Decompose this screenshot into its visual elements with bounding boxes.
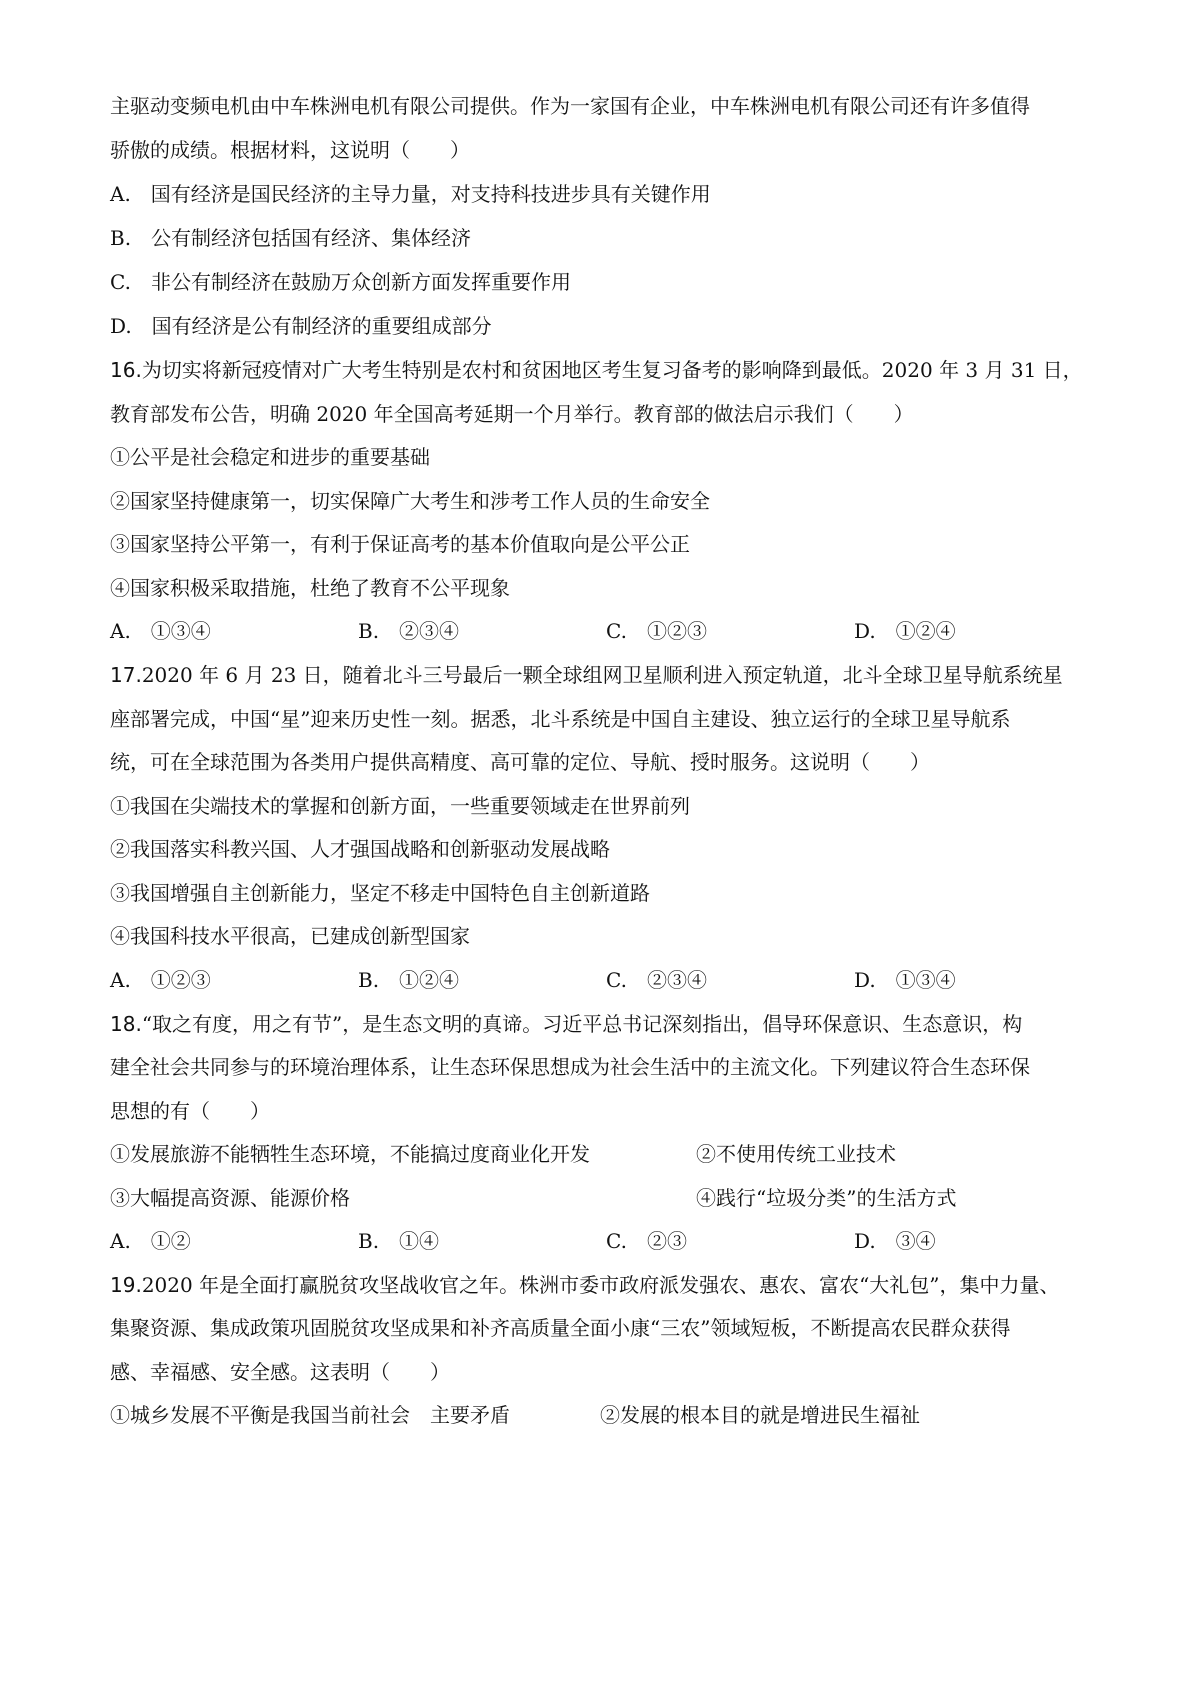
q19-item-1: ①城乡发展不平衡是我国当前社会 主要矛盾 — [110, 1403, 510, 1427]
q17-item-1: ①我国在尖端技术的掌握和创新方面，一些重要领域走在世界前列 — [110, 794, 690, 818]
q19-number: 19. — [110, 1273, 142, 1297]
q18-choice-d: D. ③④ — [854, 1229, 936, 1253]
q16-line2: 教育部发布公告，明确 2020 年全国高考延期一个月举行。教育部的做法启示我们（ ） — [110, 402, 914, 426]
q18-choices — [110, 1227, 1110, 1255]
q18-choice-c: C. ②③ — [606, 1229, 687, 1253]
q15-option-d: D. 国有经济是公有制经济的重要组成部分 — [110, 314, 492, 338]
q16-number: 16. — [110, 358, 142, 382]
q18-choice-a: A. ①② — [110, 1229, 191, 1253]
q16-choice-d: D. ①②④ — [854, 619, 956, 643]
q17-item-2: ②我国落实科教兴国、人才强国战略和创新驱动发展战略 — [110, 837, 610, 861]
q17-item-4: ④我国科技水平很高，已建成创新型国家 — [110, 924, 470, 948]
q16-choice-a: A. ①③④ — [110, 619, 211, 643]
q18-line2: 建全社会共同参与的环境治理体系，让生态环保思想成为社会生活中的主流文化。下列建议符合生态环保 — [110, 1055, 1030, 1079]
q15-option-b: B. 公有制经济包括国有经济、集体经济 — [110, 226, 472, 250]
q17-choice-b: B. ①②④ — [358, 968, 460, 992]
q15-line2: 骄傲的成绩。根据材料，这说明（ ） — [110, 138, 470, 162]
q18-item-4: ④践行“垃圾分类”的生活方式 — [696, 1186, 957, 1210]
q16-item-4: ④国家积极采取措施，杜绝了教育不公平现象 — [110, 576, 510, 600]
q17-choice-c: C. ②③④ — [606, 968, 707, 992]
q18-items-row1 — [110, 1140, 1110, 1168]
q18-items-row2 — [110, 1184, 1110, 1212]
q16-choice-b: B. ②③④ — [358, 619, 460, 643]
q16-line1: 16.为切实将新冠疫情对广大考生特别是农村和贫困地区考生复习备考的影响降到最低。2020 年 3 月 31 日， — [110, 358, 1083, 382]
q16-item-1: ①公平是社会稳定和进步的重要基础 — [110, 445, 430, 469]
q18-item-2: ②不使用传统工业技术 — [696, 1142, 896, 1166]
q17-line3: 统，可在全球范围为各类用户提供高精度、高可靠的定位、导航、授时服务。这说明（ ） — [110, 750, 930, 774]
q15-option-a: A. 国有经济是国民经济的主导力量，对支持科技进步具有关键作用 — [110, 182, 711, 206]
q17-item-3: ③我国增强自主创新能力，坚定不移走中国特色自主创新道路 — [110, 881, 650, 905]
q18-line3: 思想的有（ ） — [110, 1099, 270, 1123]
q16-choice-c: C. ①②③ — [606, 619, 707, 643]
q17-choice-a: A. ①②③ — [110, 968, 211, 992]
q19-items-row1 — [110, 1401, 1110, 1429]
q17-choices — [110, 966, 1110, 994]
q19-line2: 集聚资源、集成政策巩固脱贫攻坚成果和补齐高质量全面小康“三农”领域短板，不断提高农民群众获得 — [110, 1316, 1011, 1340]
q18-number: 18. — [110, 1012, 142, 1036]
q17-line2: 座部署完成，中国“星”迎来历史性一刻。据悉，北斗系统是中国自主建设、独立运行的全球卫星导航系 — [110, 707, 1011, 731]
q19-line1: 19.2020 年是全面打赢脱贫攻坚战收官之年。株洲市委市政府派发强农、惠农、富农“大礼包”，集中力量、 — [110, 1273, 1060, 1297]
q17-number: 17. — [110, 663, 142, 687]
q19-line3: 感、幸福感、安全感。这表明（ ） — [110, 1360, 450, 1384]
q16-item-3: ③国家坚持公平第一，有利于保证高考的基本价值取向是公平公正 — [110, 532, 690, 556]
q18-item-1: ①发展旅游不能牺牲生态环境，不能搞过度商业化开发 — [110, 1142, 590, 1166]
q17-choice-d: D. ①③④ — [854, 968, 956, 992]
q15-option-c: C. 非公有制经济在鼓励万众创新方面发挥重要作用 — [110, 270, 571, 294]
q17-line1: 17.2020 年 6 月 23 日，随着北斗三号最后一颗全球组网卫星顺利进入预定轨道，北斗全球卫星导航系统星 — [110, 663, 1063, 687]
q18-item-3: ③大幅提高资源、能源价格 — [110, 1186, 350, 1210]
q19-item-2: ②发展的根本目的就是增进民生福祉 — [600, 1403, 920, 1427]
q18-line1: 18.“取之有度，用之有节”，是生态文明的真谛。习近平总书记深刻指出，倡导环保意识、生态意识，构 — [110, 1012, 1023, 1036]
q16-choices — [110, 617, 1110, 645]
q16-item-2: ②国家坚持健康第一，切实保障广大考生和涉考工作人员的生命安全 — [110, 489, 710, 513]
q15-line1: 主驱动变频电机由中车株洲电机有限公司提供。作为一家国有企业，中车株洲电机有限公司还有许多值得 — [110, 94, 1030, 118]
q18-choice-b: B. ①④ — [358, 1229, 440, 1253]
